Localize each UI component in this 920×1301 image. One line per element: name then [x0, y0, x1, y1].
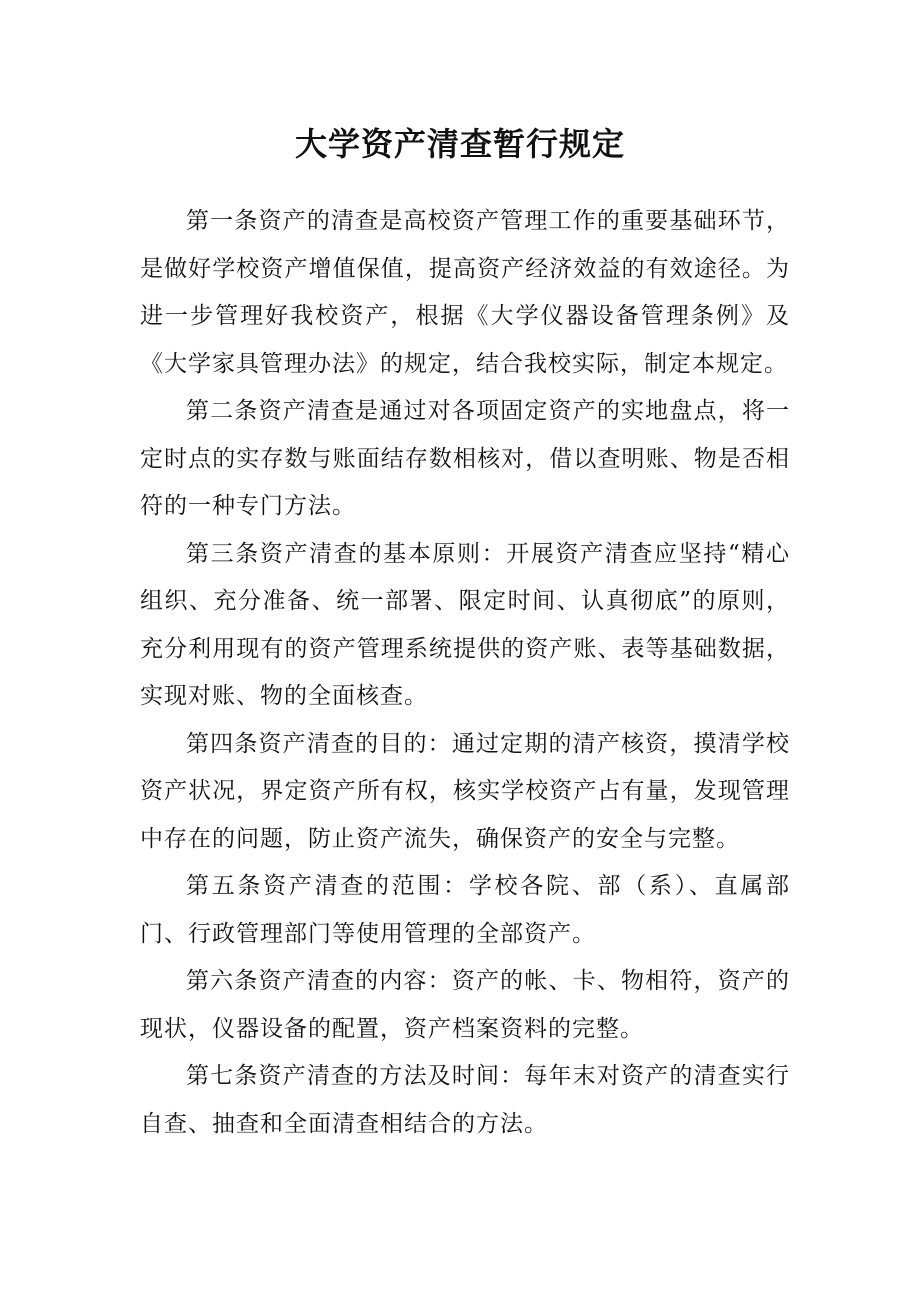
paragraph-article-1: 第一条资产的清查是高校资产管理工作的重要基础环节，是做好学校资产增值保值，提高资产经济效益的有效途径。为进一步管理好我校资产，根据《大学仪器设备管理条例》及《大学家具管理办法》的规定，结合我校实际，制定本规定。 [140, 208, 790, 377]
paragraph-article-7: 第七条资产清查的方法及时间：每年末对资产的清查实行自查、抽查和全面清查相结合的方法。 [140, 1063, 790, 1137]
paragraph-article-5: 第五条资产清查的范围：学校各院、部（系）、直属部门、行政管理部门等使用管理的全部资产。 [140, 873, 790, 947]
page-title: 大学资产清查暂行规定 [294, 125, 625, 163]
paragraph-article-6: 第六条资产清查的内容：资产的帐、卡、物相符，资产的现状，仪器设备的配置，资产档案资料的完整。 [140, 968, 790, 1042]
paragraph-article-3: 第三条资产清查的基本原则：开展资产清查应坚持“精心组织、充分准备、统一部署、限定时间、认真彻底”的原则，充分利用现有的资产管理系统提供的资产账、表等基础数据，实现对账、物的全面核查。 [140, 540, 790, 709]
paragraph-article-4: 第四条资产清查的目的：通过定期的清产核资，摸清学校资产状况，界定资产所有权，核实学校资产占有量，发现管理中存在的问题，防止资产流失，确保资产的安全与完整。 [140, 730, 790, 852]
document-body [140, 198, 790, 1148]
paragraph-article-2: 第二条资产清查是通过对各项固定资产的实地盘点，将一定时点的实存数与账面结存数相核对，借以查明账、物是否相符的一种专门方法。 [140, 398, 790, 519]
